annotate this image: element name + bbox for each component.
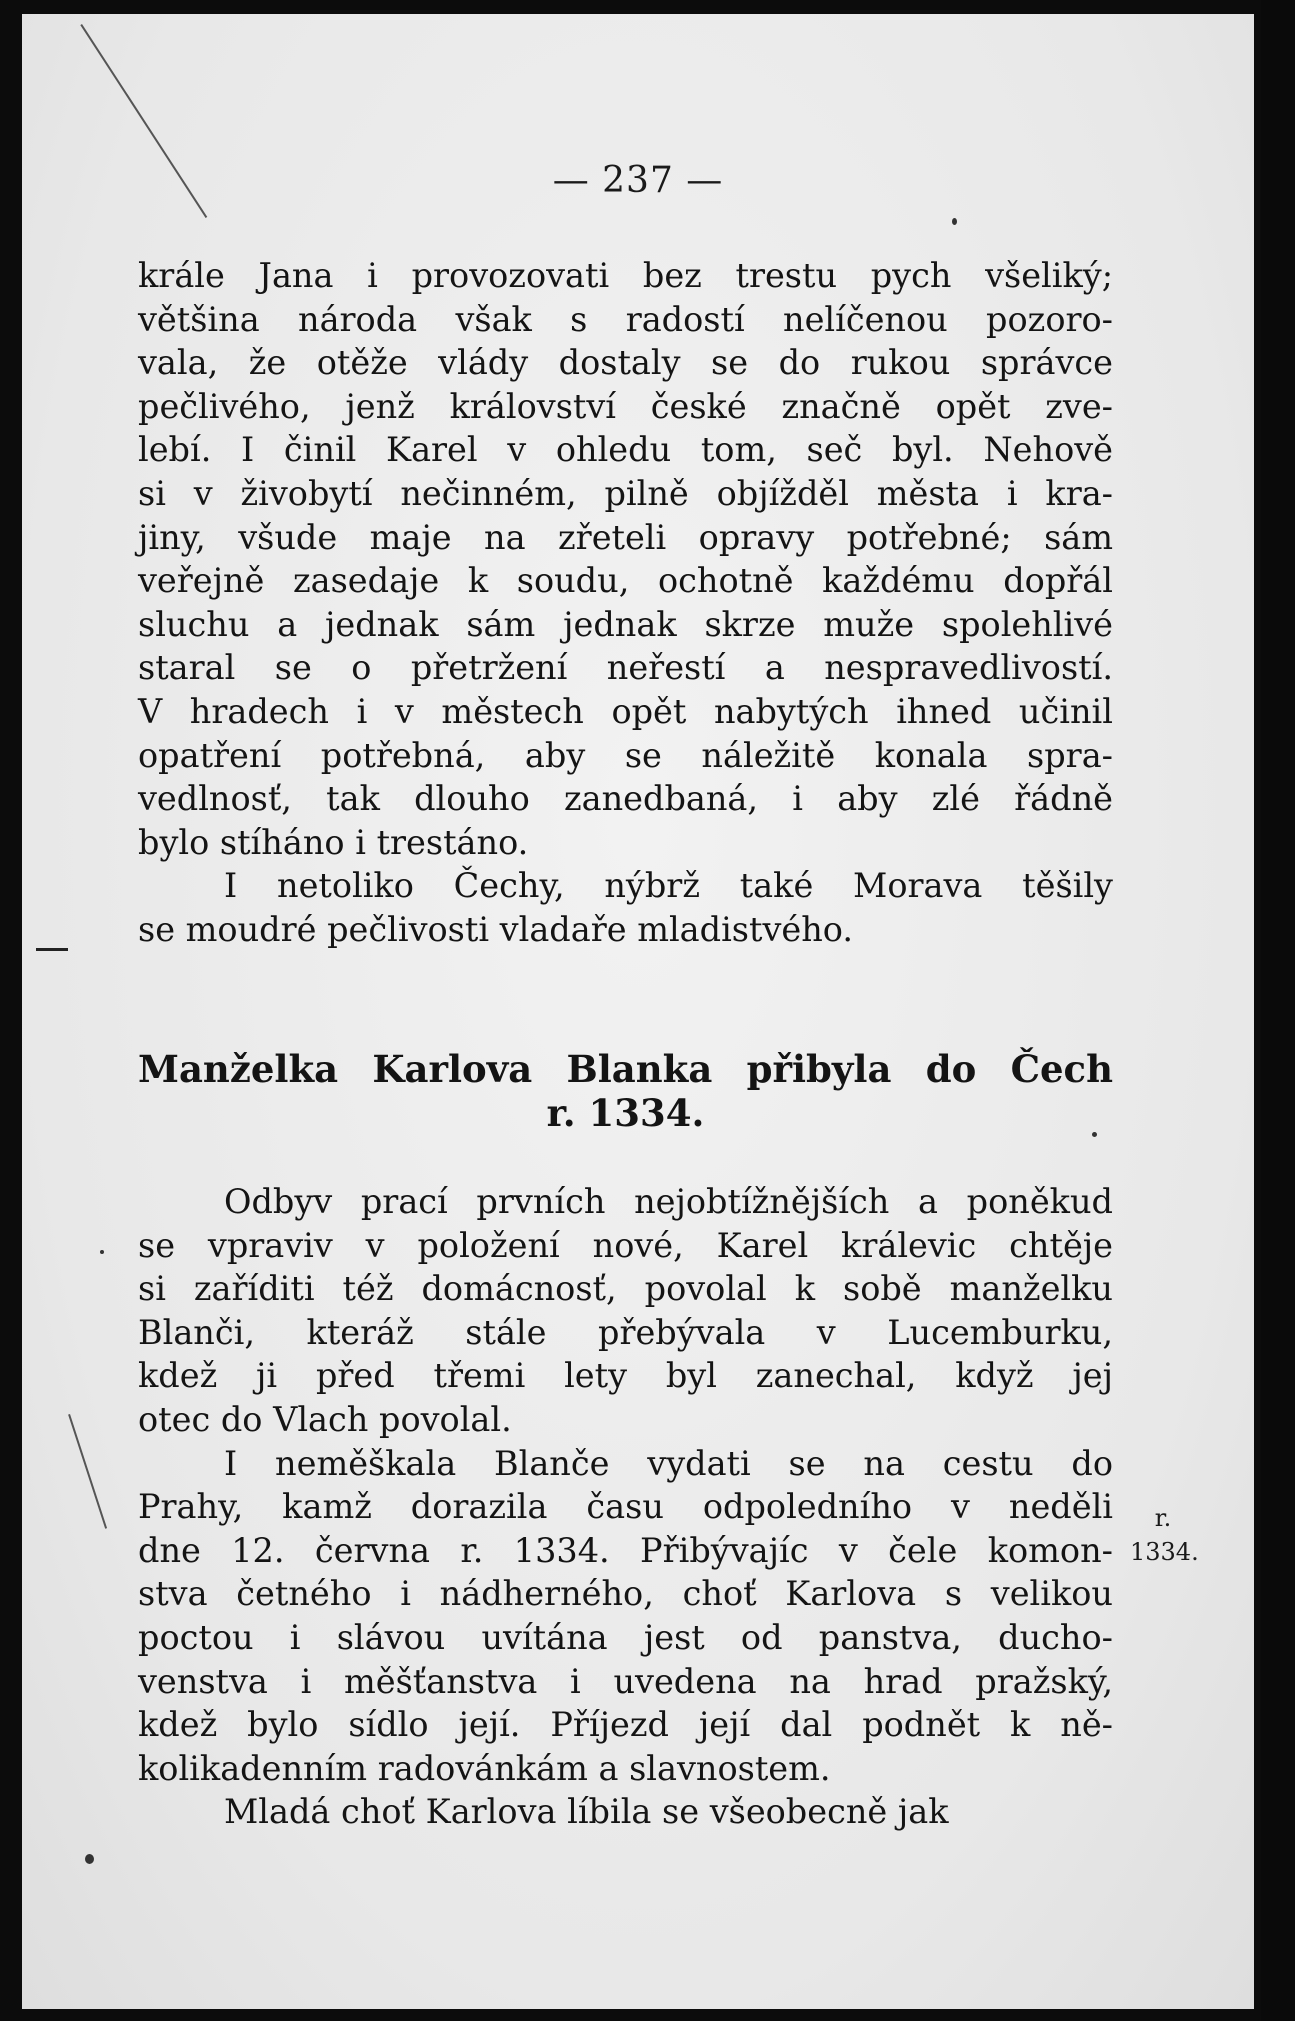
text-line: sluchu a jednak sám jednak skrze muže spolehlivé: [138, 604, 1113, 644]
text-line: kolikadenním radovánkám a slavnostem.: [138, 1748, 831, 1788]
page-edge-shadow: [1261, 0, 1295, 2021]
text-line: staral se o přetržení neřestí a nespravedlivostí.: [138, 648, 1113, 688]
text-line: Mladá choť Karlova líbila se všeobecně jak: [224, 1792, 949, 1832]
text-line: otec do Vlach povolal.: [138, 1399, 512, 1439]
page-number: — 237 —: [552, 160, 724, 201]
text-line: veřejně zasedaje k soudu, ochotně každému dopřál: [138, 561, 1113, 601]
text-line: pečlivého, jenž království české značně opět zve-: [138, 386, 1113, 426]
text-line: většina národa však s radostí nelíčenou pozoro-: [138, 299, 1113, 339]
paragraph-three: [138, 1180, 1113, 1834]
text-line: lebí. I činil Karel v ohledu tom, seč byl. Nehově: [138, 430, 1113, 470]
text-line: se vpraviv v položení nové, Karel králevic chtěje: [138, 1225, 1113, 1265]
text-line: kdež ji před třemi lety byl zanechal, když jej: [138, 1356, 1113, 1396]
heading-year: r. 1334.: [546, 1091, 705, 1135]
text-line: vala, že otěže vlády dostaly se do rukou správce: [138, 343, 1113, 383]
text-line: si zaříditi též domácnosť, povolal k sobě manželku: [138, 1269, 1113, 1309]
text-line: I netoliko Čechy, nýbrž také Morava těšily: [224, 866, 1113, 906]
text-line: dne 12. června r. 1334. Přibývajíc v čele komon-: [138, 1530, 1113, 1570]
text-line: poctou i slávou uvítána jest od panstva, ducho-: [138, 1617, 1113, 1657]
text-line: Blanči, kteráž stále přebývala v Lucemburku,: [138, 1312, 1113, 1352]
text-line: vedlnosť, tak dlouho zanedbaná, i aby zlé řádně: [138, 779, 1113, 819]
book-page: [22, 14, 1254, 2009]
text-line: se moudré pečlivosti vladaře mladistvého.: [138, 909, 854, 949]
speck: [85, 1854, 94, 1864]
scratch-mark: [36, 948, 68, 951]
text-line: V hradech i v městech opět nabytých ihned učinil: [138, 691, 1113, 731]
text-line: I neměškala Blanče vydati se na cestu do: [224, 1443, 1113, 1483]
text-line: Prahy, kamž dorazila času odpoledního v neděli: [138, 1487, 1113, 1527]
section-heading: [138, 1047, 1113, 1135]
speck: [952, 218, 957, 225]
text-line: krále Jana i provozovati bez trestu pych všeliký;: [138, 256, 1113, 295]
text-line: jiny, všude maje na zřeteli opravy potřebné; sám: [138, 517, 1113, 557]
scratch-mark: [68, 1414, 107, 1529]
text-line: Odbyv prací prvních nejobtížnějších a poněkud: [224, 1182, 1113, 1221]
margin-note-year: 1334.: [1130, 1538, 1199, 1566]
heading-title: Manželka Karlova Blanka přibyla do Čech: [138, 1047, 1113, 1091]
text-line: stva četného i nádherného, choť Karlova s velikou: [138, 1574, 1113, 1614]
text-line: venstva i měšťanstva i uvedena na hrad pražský,: [138, 1661, 1113, 1701]
speck: [100, 1250, 104, 1254]
paragraph-one: [138, 254, 1113, 952]
text-line: si v živobytí nečinném, pilně objížděl města i kra-: [138, 473, 1113, 513]
margin-note: [1130, 1501, 1199, 1569]
text-line: opatření potřebná, aby se náležitě konala spra-: [138, 735, 1113, 775]
text-line: kdež bylo sídlo její. Příjezd její dal podnět k ně-: [138, 1705, 1113, 1745]
text-line: bylo stíháno i trestáno.: [138, 822, 529, 862]
margin-note-label: r.: [1154, 1504, 1172, 1532]
